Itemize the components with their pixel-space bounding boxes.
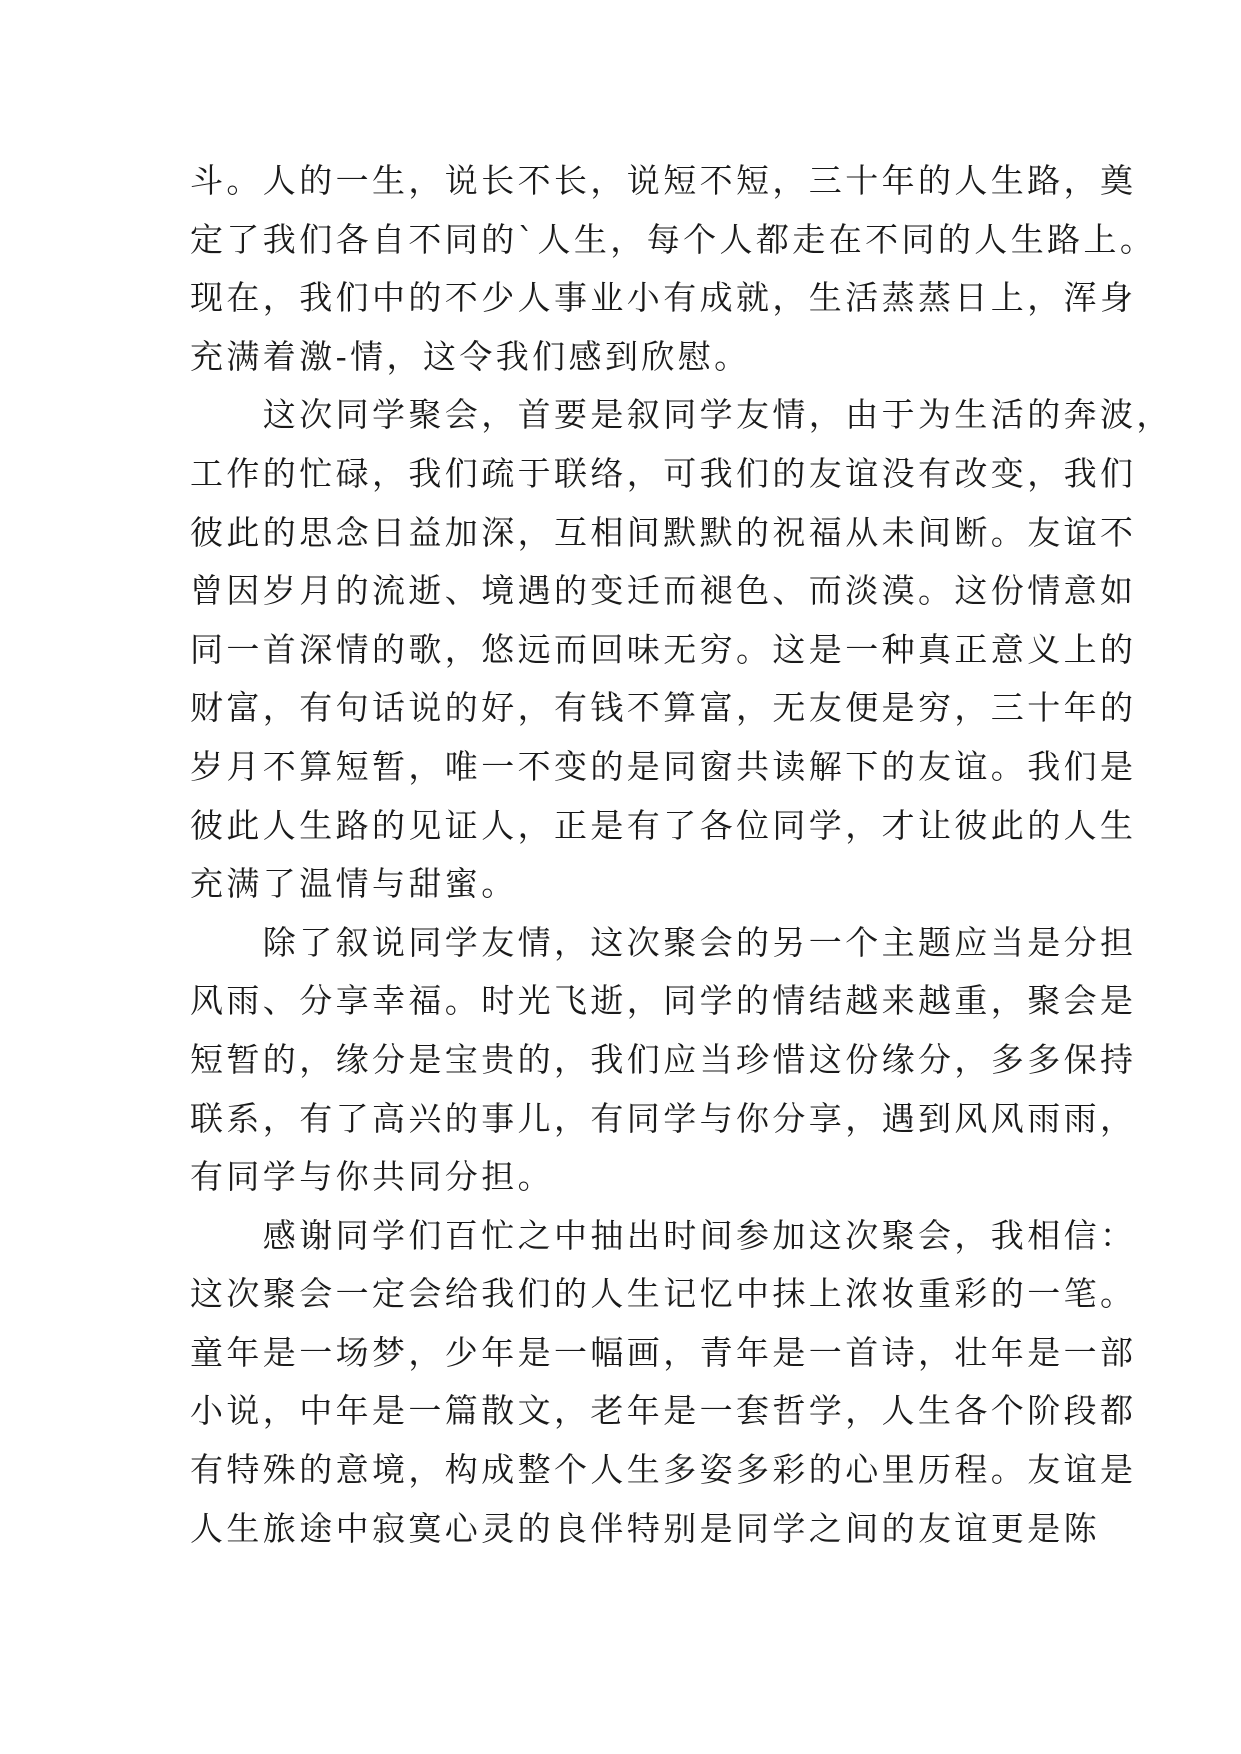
paragraph-start-line: 除了叙说同学友情，这次聚会的另一个主题应当是分担 bbox=[190, 922, 1137, 962]
text-line: 充满着激-情，这令我们感到欣慰。 bbox=[190, 336, 751, 376]
paragraph-start-line: 感谢同学们百忙之中抽出时间参加这次聚会，我相信： bbox=[190, 1215, 1137, 1255]
text-line: 短暂的，缘分是宝贵的，我们应当珍惜这份缘分，多多保持 bbox=[190, 1039, 1137, 1079]
text-line: 工作的忙碌，我们疏于联络，可我们的友谊没有改变，我们 bbox=[190, 453, 1137, 493]
text-line: 岁月不算短暂，唯一不变的是同窗共读解下的友谊。我们是 bbox=[190, 746, 1137, 786]
text-line: 同一首深情的歌，悠远而回味无穷。这是一种真正意义上的 bbox=[190, 629, 1137, 669]
text-line: 人生旅途中寂寞心灵的良伴特别是同学之间的友谊更是陈 bbox=[190, 1508, 1100, 1548]
text-line: 童年是一场梦，少年是一幅画，青年是一首诗，壮年是一部 bbox=[190, 1332, 1137, 1372]
text-line: 曾因岁月的流逝、境遇的变迁而褪色、而淡漠。这份情意如 bbox=[190, 571, 1137, 611]
text-line: 斗。人的一生，说长不长，说短不短，三十年的人生路，奠 bbox=[190, 161, 1137, 200]
text-line: 有特殊的意境，构成整个人生多姿多彩的心里历程。友谊是 bbox=[190, 1450, 1137, 1490]
text-line: 充满了温情与甜蜜。 bbox=[190, 864, 518, 904]
text-line: 定了我们各自不同的`人生，每个人都走在不同的人生路上。 bbox=[190, 219, 1157, 259]
text-line: 风雨、分享幸福。时光飞逝，同学的情结越来越重，聚会是 bbox=[190, 981, 1137, 1021]
text-line: 这次聚会一定会给我们的人生记忆中抹上浓妆重彩的一笔。 bbox=[190, 1274, 1137, 1314]
text-line: 财富，有句话说的好，有钱不算富，无友便是穷，三十年的 bbox=[190, 688, 1137, 728]
text-line: 彼此人生路的见证人，正是有了各位同学，才让彼此的人生 bbox=[190, 805, 1137, 845]
document-body bbox=[190, 152, 1173, 1558]
text-line: 小说，中年是一篇散文，老年是一套哲学，人生各个阶段都 bbox=[190, 1391, 1137, 1431]
text-line: 彼此的思念日益加深，互相间默默的祝福从未间断。友谊不 bbox=[190, 512, 1137, 552]
text-line: 有同学与你共同分担。 bbox=[190, 1157, 554, 1197]
text-line: 联系，有了高兴的事儿，有同学与你分享，遇到风风雨雨， bbox=[190, 1098, 1137, 1138]
text-line: 现在，我们中的不少人事业小有成就，生活蒸蒸日上，浑身 bbox=[190, 278, 1137, 318]
paragraph-start-line: 这次同学聚会，首要是叙同学友情，由于为生活的奔波， bbox=[190, 395, 1173, 435]
